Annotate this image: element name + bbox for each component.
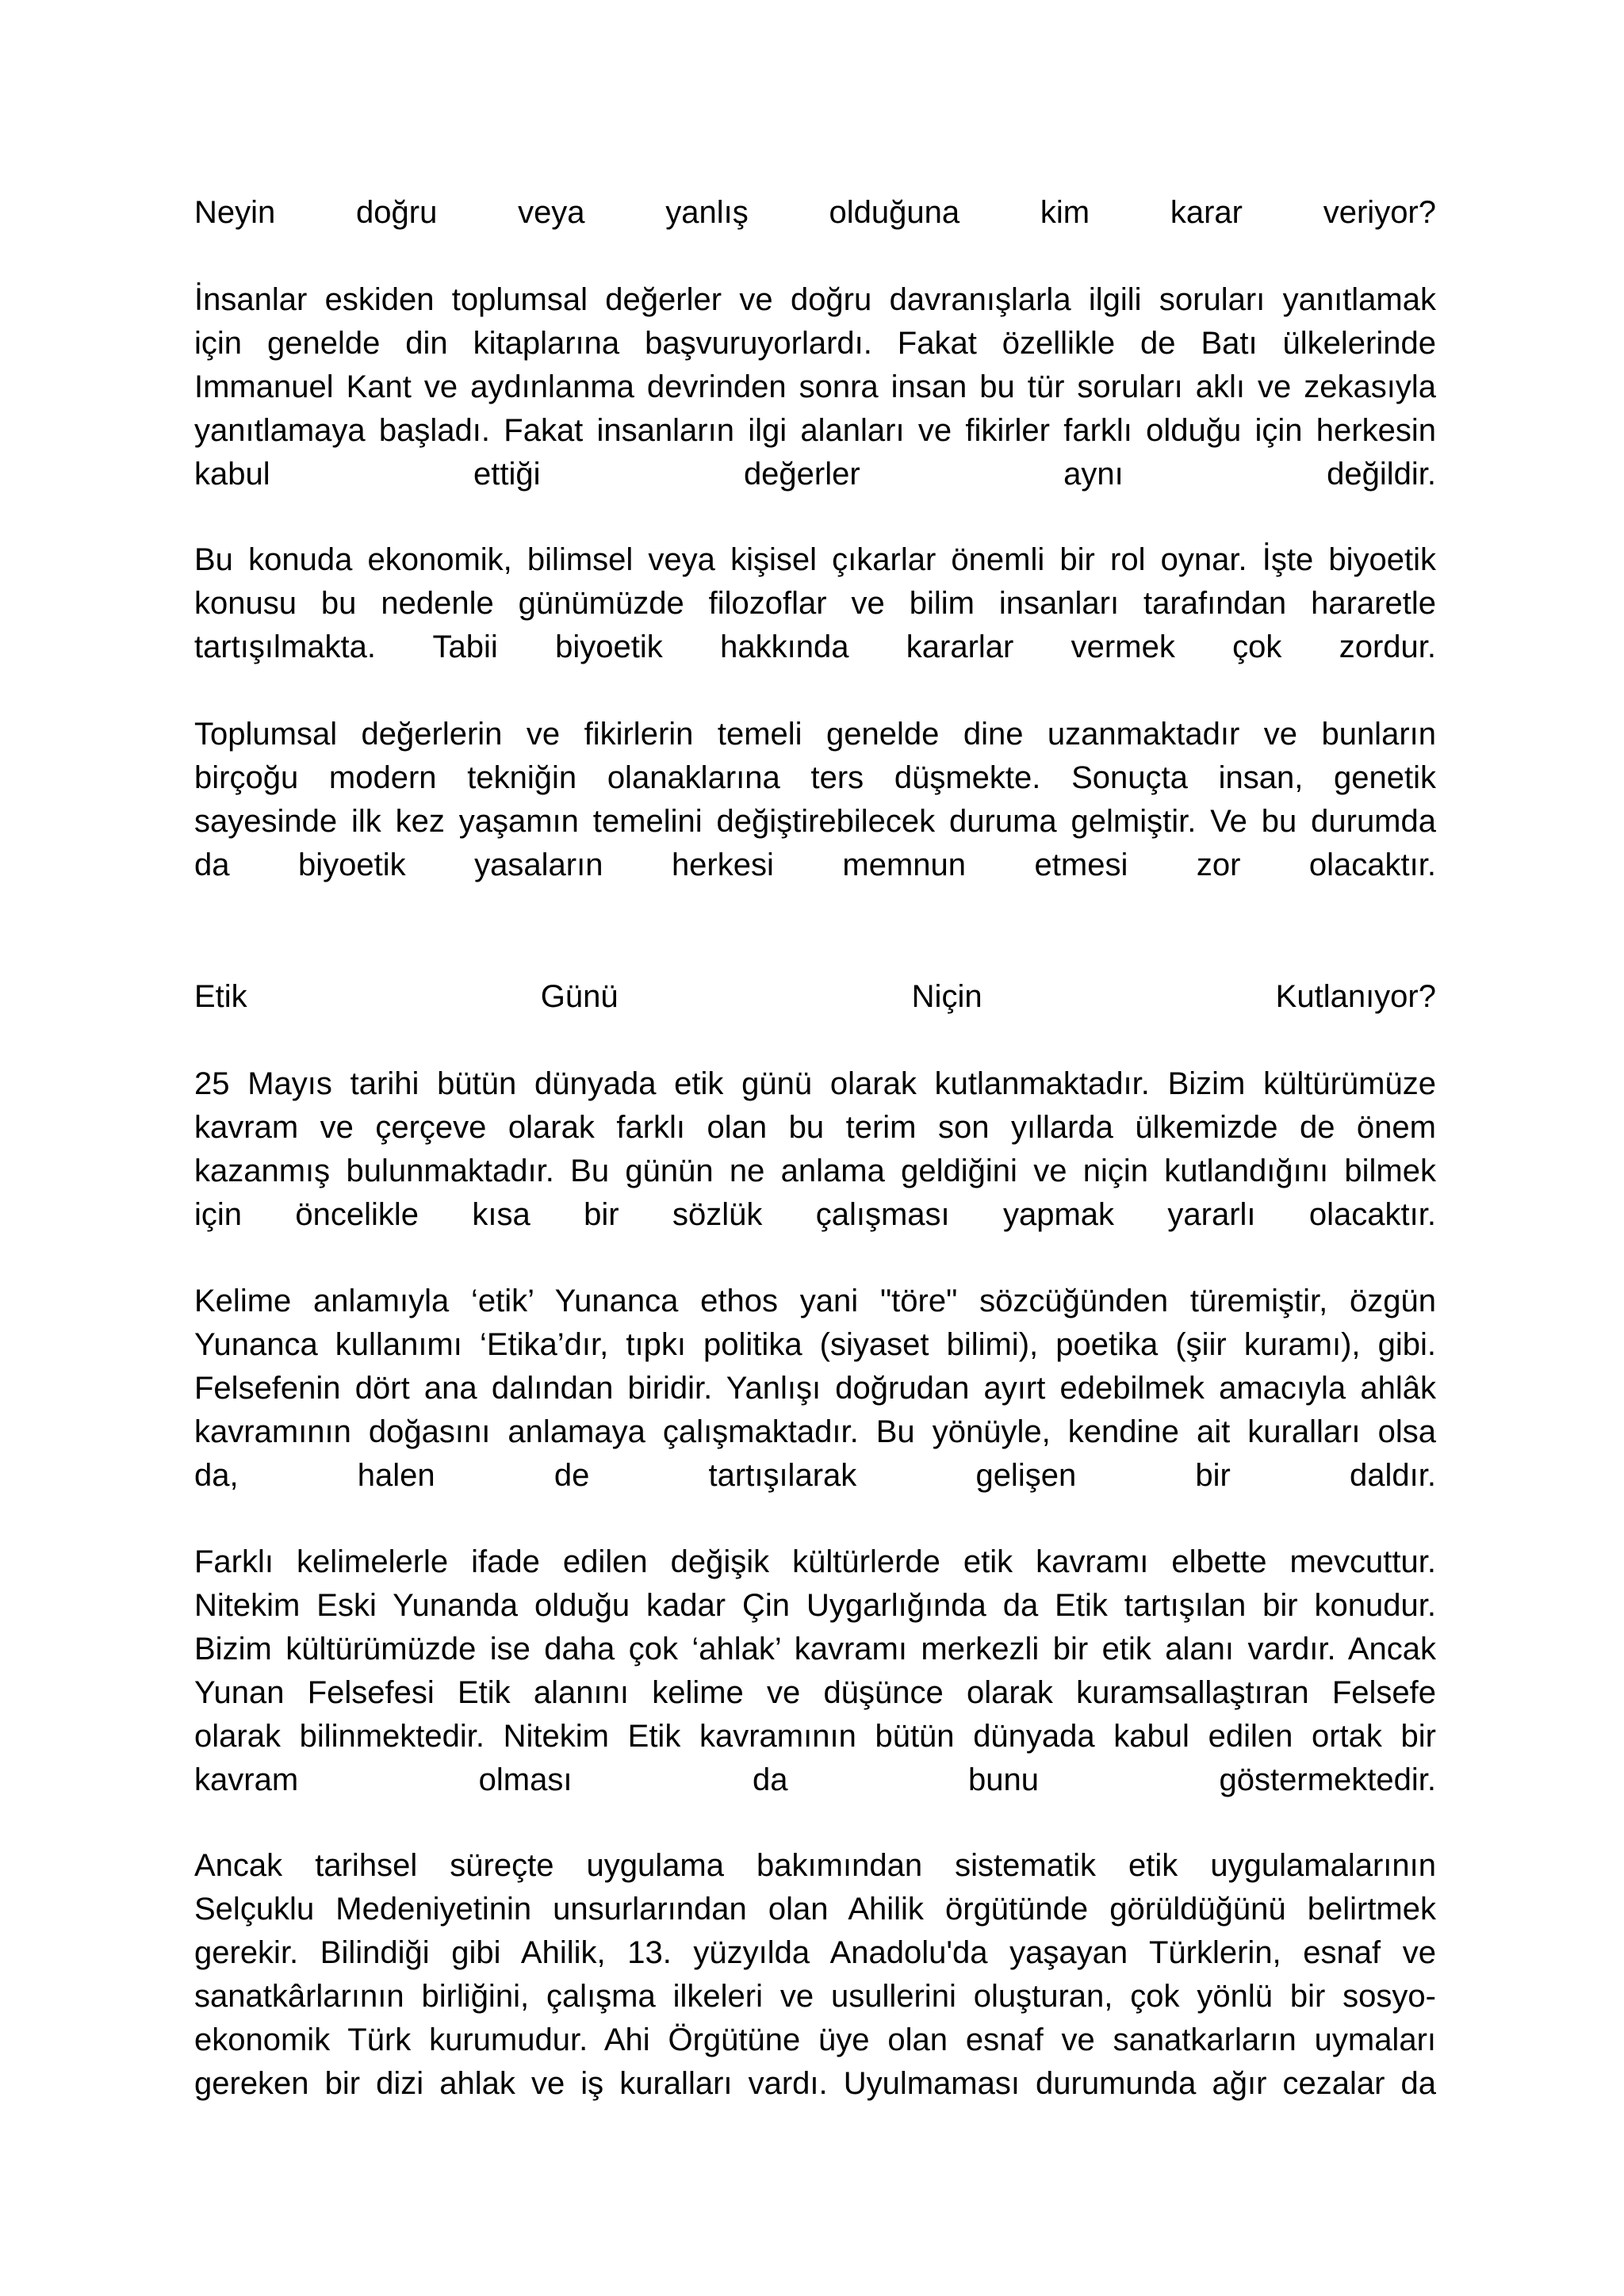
section-1-heading-block bbox=[194, 191, 1436, 235]
text-line: için genelde din kitaplarına başvuruyorlardı. Fakat özellikle de Batı ülkelerinde bbox=[194, 326, 1436, 361]
text-line: Immanuel Kant ve aydınlanma devrinden sonra insan bu tür soruları aklı ve zekasıyla bbox=[194, 369, 1436, 404]
text-line: Farklı kelimelerle ifade edilen değişik kültürlerde etik kavramı elbette mevcuttur. bbox=[194, 1544, 1436, 1579]
section-2-heading-block bbox=[194, 975, 1436, 1019]
text-line: konusu bu nedenle günümüzde filozoflar ve bilim insanları tarafından hararetle bbox=[194, 586, 1436, 621]
text-line: kazanmış bulunmaktadır. Bu günün ne anlama geldiğini ve niçin kutlandığını bilmek bbox=[194, 1154, 1436, 1188]
text-line: kavramının doğasını anlamaya çalışmaktadır. Bu yönüyle, kendine ait kuralları olsa bbox=[194, 1414, 1436, 1449]
paragraph bbox=[194, 1280, 1436, 1498]
text-line: Yunan Felsefesi Etik alanını kelime ve düşünce olarak kuramsallaştıran Felsefe bbox=[194, 1675, 1436, 1710]
text-line: kavram olması da bunu göstermektedir. bbox=[194, 1762, 1436, 1797]
text-line: da, halen de tartışılarak gelişen bir daldır. bbox=[194, 1458, 1436, 1493]
text-line: İnsanlar eskiden toplumsal değerler ve doğru davranışlarla ilgili soruları yanıtlamak bbox=[194, 282, 1436, 317]
text-line: gereken bir dizi ahlak ve iş kuralları vardı. Uyulmaması durumunda ağır cezalar da bbox=[194, 2066, 1436, 2101]
text-line: için öncelikle kısa bir sözlük çalışması yapmak yararlı olacaktır. bbox=[194, 1197, 1436, 1232]
text-line: Bu konuda ekonomik, bilimsel veya kişisel çıkarlar önemli bir rol oynar. İşte biyoetik bbox=[194, 542, 1436, 577]
text-line: kavram ve çerçeve olarak farklı olan bu terim son yıllarda ülkemizde de önem bbox=[194, 1110, 1436, 1145]
text-line: Felsefenin dört ana dalından biridir. Yanlışı doğrudan ayırt edebilmek amacıyla ahlâk bbox=[194, 1371, 1436, 1406]
text-line: Selçuklu Medeniyetinin unsurlarından olan Ahilik örgütünde görüldüğünü belirtmek bbox=[194, 1892, 1436, 1927]
text-line: kabul ettiği değerler aynı değildir. bbox=[194, 457, 1436, 492]
section-heading: Etik Günü Niçin Kutlanıyor? bbox=[194, 979, 1436, 1014]
text-line: Ancak tarihsel süreçte uygulama bakımından sistematik etik uygulamalarının bbox=[194, 1848, 1436, 1883]
paragraph bbox=[194, 278, 1436, 496]
text-line: Bizim kültürümüzde ise daha çok ‘ahlak’ kavramı merkezli bir etik alanı vardır. Ancak bbox=[194, 1632, 1436, 1667]
text-line: Nitekim Eski Yunanda olduğu kadar Çin Uygarlığında da Etik tartışılan bir konudur. bbox=[194, 1588, 1436, 1623]
text-line: gerekir. Bilindiği gibi Ahilik, 13. yüzyılda Anadolu'da yaşayan Türklerin, esnaf ve bbox=[194, 1935, 1436, 1970]
text-line: yanıtlamaya başladı. Fakat insanların ilgi alanları ve fikirler farklı olduğu için herkesin bbox=[194, 413, 1436, 448]
text-line: ekonomik Türk kurumudur. Ahi Örgütüne üye olan esnaf ve sanatkarların uymaları bbox=[194, 2022, 1436, 2057]
text-line: sanatkârlarının birliğini, çalışma ilkeleri ve usullerini oluşturan, çok yönlü bir sosyo- bbox=[194, 1979, 1436, 2014]
text-line: tartışılmakta. Tabii biyoetik hakkında kararlar vermek çok zordur. bbox=[194, 629, 1436, 664]
section-heading: Neyin doğru veya yanlış olduğuna kim karar veriyor? bbox=[194, 195, 1436, 230]
text-line: birçoğu modern tekniğin olanaklarına ters düşmekte. Sonuçta insan, genetik bbox=[194, 760, 1436, 795]
text-line: da biyoetik yasaların herkesi memnun etmesi zor olacaktır. bbox=[194, 848, 1436, 882]
text-line: 25 Mayıs tarihi bütün dünyada etik günü olarak kutlanmaktadır. Bizim kültürümüze bbox=[194, 1066, 1436, 1101]
paragraph bbox=[194, 538, 1436, 669]
text-line: sayesinde ilk kez yaşamın temelini değiştirebilecek duruma gelmiştir. Ve bu durumda bbox=[194, 804, 1436, 839]
text-line: Toplumsal değerlerin ve fikirlerin temeli genelde dine uzanmaktadır ve bunların bbox=[194, 717, 1436, 752]
text-line: olarak bilinmektedir. Nitekim Etik kavramının bütün dünyada kabul edilen ortak bir bbox=[194, 1719, 1436, 1754]
text-line: Kelime anlamıyla ‘etik’ Yunanca ethos yani "töre" sözcüğünden türemiştir, özgün bbox=[194, 1284, 1436, 1318]
paragraph bbox=[194, 1844, 1436, 2106]
text-line: Yunanca kullanımı ‘Etika’dır, tıpkı politika (siyaset bilimi), poetika (şiir kuramı), gibi. bbox=[194, 1327, 1436, 1362]
paragraph bbox=[194, 713, 1436, 887]
paragraph bbox=[194, 1062, 1436, 1237]
paragraph bbox=[194, 1540, 1436, 1802]
